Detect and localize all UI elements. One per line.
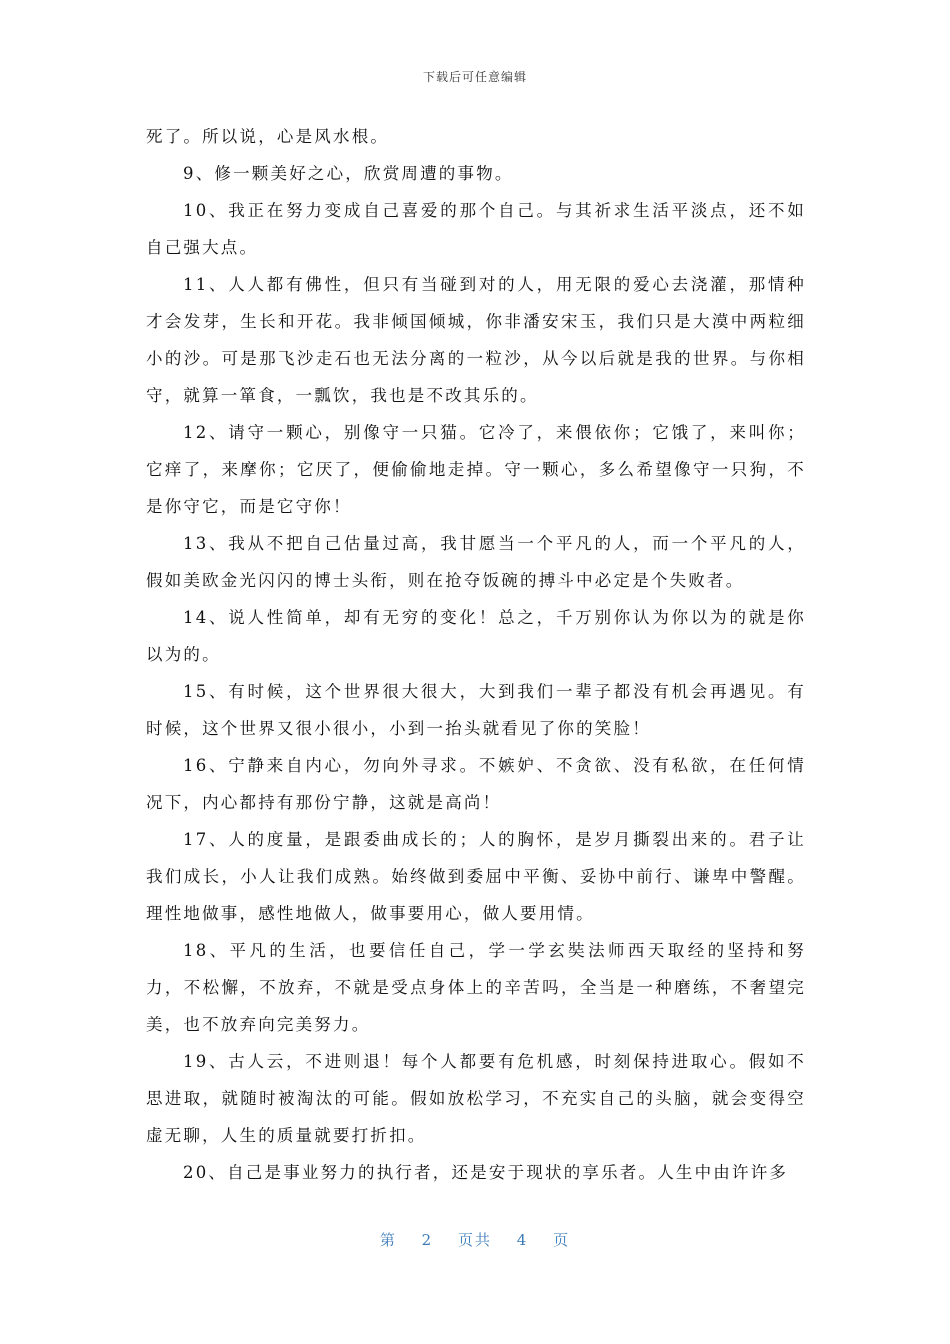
paragraph: 9、修一颗美好之心，欣赏周遭的事物。	[183, 164, 514, 183]
paragraph: 17、人的度量，是跟委曲成长的；人的胸怀，是岁月撕裂出来的。君子让我们成长，小人让我们成熟。始终做到委屈中平衡、妥协中前行、谦卑中警醒。理性地做事，感性地做人，做事要用心，做人要用情。	[146, 830, 806, 923]
document-body	[146, 118, 806, 1191]
page-label-prefix: 第	[379, 1231, 397, 1249]
page-label-suffix: 页	[553, 1231, 571, 1249]
page-current-number: 2	[421, 1231, 434, 1249]
paragraph: 11、人人都有佛性，但只有当碰到对的人，用无限的爱心去浇灌，那情种才会发芽，生长和开花。我非倾国倾城，你非潘安宋玉，我们只是大漠中两粒细小的沙。可是那飞沙走石也无法分离的一粒沙，从今以后就是我的世界。与你相守，就算一箪食，一瓢饮，我也是不改其乐的。	[146, 275, 806, 405]
paragraph: 16、宁静来自内心，勿向外寻求。不嫉妒、不贪欲、没有私欲，在任何情况下，内心都持有那份宁静，这就是高尚！	[146, 756, 806, 812]
page-total-number: 4	[516, 1231, 529, 1249]
paragraph: 18、平凡的生活，也要信任自己，学一学玄奘法师西天取经的坚持和努力，不松懈，不放弃，不就是受点身体上的辛苦吗，全当是一种磨练，不奢望完美，也不放弃向完美努力。	[146, 941, 806, 1034]
paragraph: 15、有时候，这个世界很大很大，大到我们一辈子都没有机会再遇见。有时候，这个世界又很小很小，小到一抬头就看见了你的笑脸！	[146, 682, 806, 738]
paragraph: 13、我从不把自己估量过高，我甘愿当一个平凡的人，而一个平凡的人，假如美欧金光闪闪的博士头衔，则在抢夺饭碗的搏斗中必定是个失败者。	[146, 534, 806, 590]
paragraph: 20、自己是事业努力的执行者，还是安于现状的享乐者。人生中由许许多	[183, 1163, 789, 1182]
paragraph: 19、古人云，不进则退！每个人都要有危机感，时刻保持进取心。假如不思进取，就随时被淘汰的可能。假如放松学习，不充实自己的头脑，就会变得空虚无聊，人生的质量就要打折扣。	[146, 1052, 806, 1145]
paragraph: 12、请守一颗心，别像守一只猫。它冷了，来偎依你；它饿了，来叫你；它痒了，来摩你；它厌了，便偷偷地走掉。守一颗心，多么希望像守一只狗，不是你守它，而是它守你！	[146, 423, 806, 516]
page-footer	[0, 1229, 950, 1250]
paragraph: 14、说人性简单，却有无穷的变化！总之，千万别你认为你以为的就是你以为的。	[146, 608, 806, 664]
paragraph: 10、我正在努力变成自己喜爱的那个自己。与其祈求生活平淡点，还不如自己强大点。	[146, 201, 806, 257]
page-header: 下载后可任意编辑	[422, 70, 527, 84]
page-label-middle: 页共	[457, 1231, 492, 1249]
paragraph: 死了。所以说，心是风水根。	[146, 127, 390, 146]
